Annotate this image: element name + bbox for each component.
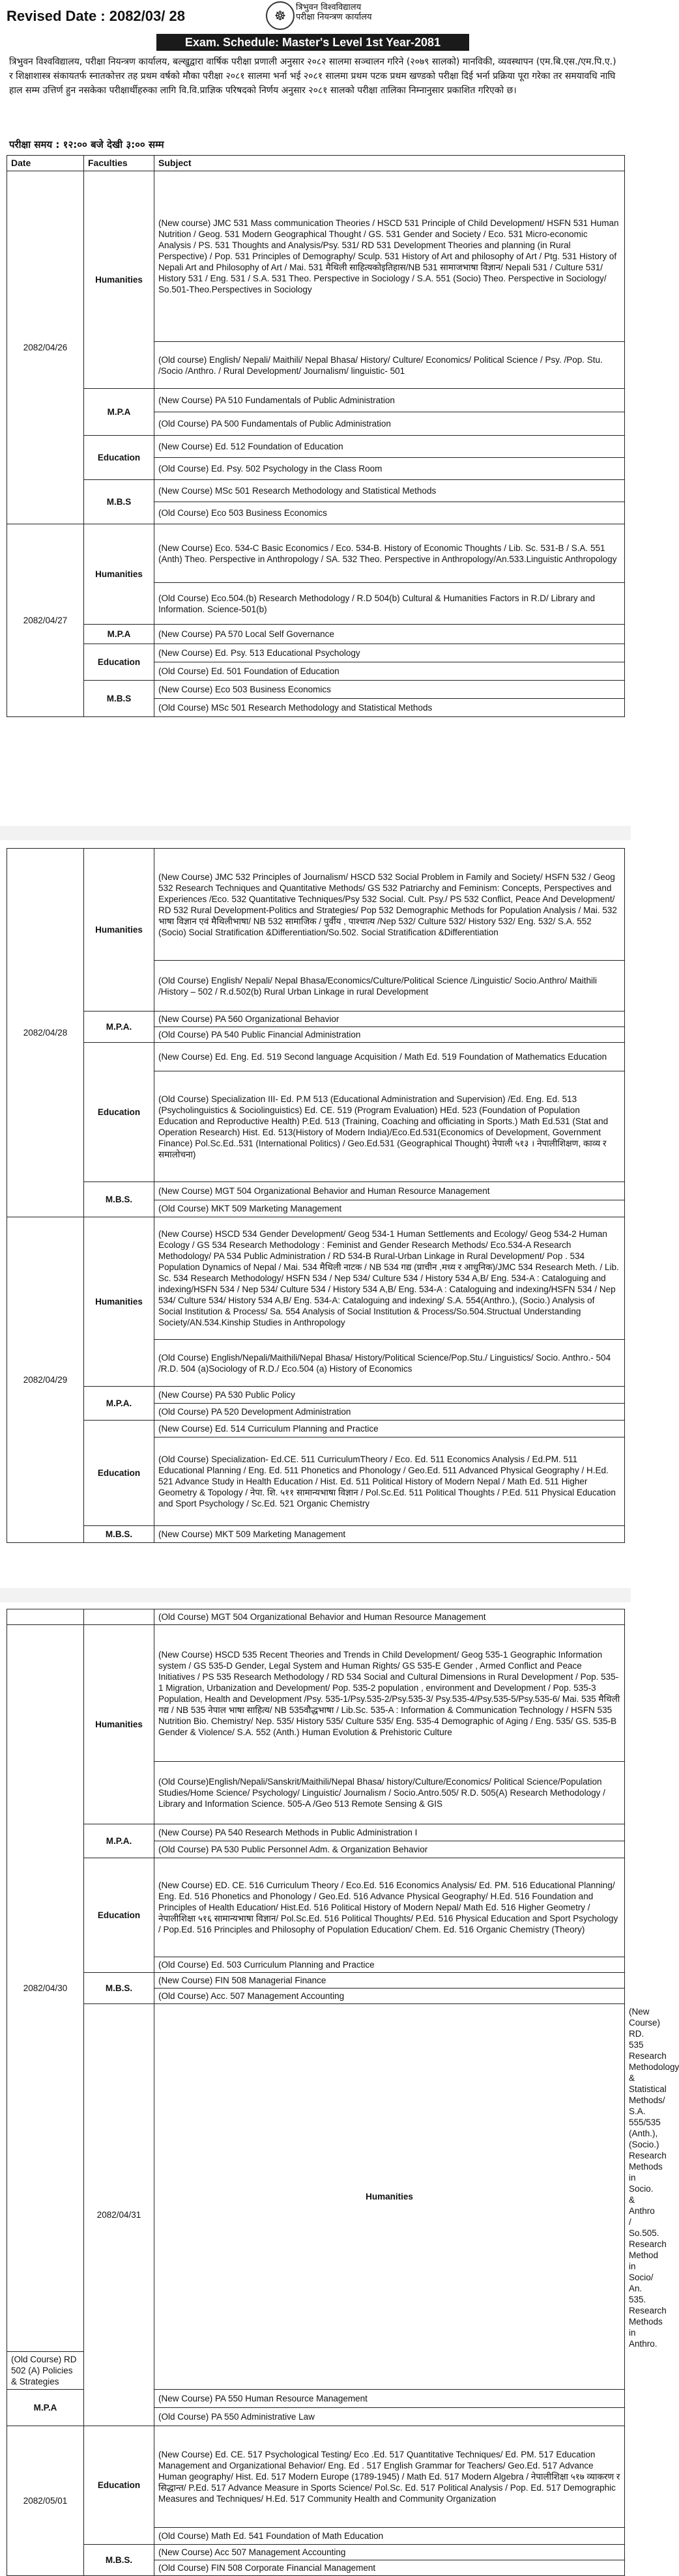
- university-logo-icon: ☸: [266, 1, 295, 30]
- subject-cell: (New Course) Ed. CE. 517 Psychological Testing/ Eco .Ed. 517 Quantitative Techniques/ Ed. PM. 517 Education Management and Organizational Behavior/ Eng. Ed . 517 English Grammar for Teachers/ Geo.Ed. 517 Advance Human geography/ Hist. Ed. 517 Modern Europe (1789-1945) / Math Ed. 517 Modern Algebra / नेपालीशिक्षा ५१७ व्याकरण र सिद्धान्त/ P.Ed. 517 Advance Measure in Sports Science/ Pol.Sc. Ed. 517 Political Analysis / Pop. Ed. 517 Demographic Measures and Techniques/ H.Ed. 517 Community Health and Community Organization: [154, 2426, 625, 2528]
- subject-cell: (Old Course)English/Nepali/Sanskrit/Maithili/Nepal Bhasa/ history/Culture/Economics/ Political Science/Population Studies/Home Science/ Psychology/ Linguistic/ Journalism / Socio.Antro.505/ R.D. 505(A) Research Methodology / Library and Information Science. 505-A /Geo 513 Remote Sensing & GIS: [154, 1762, 625, 1824]
- faculty-cell: M.B.S: [84, 480, 154, 524]
- subject-cell: (Old Course) MGT 504 Organizational Behavior and Human Resource Management: [154, 1609, 625, 1625]
- page-gap: [0, 826, 631, 840]
- faculty-cell: M.P.A.: [84, 1824, 154, 1858]
- subject-cell: (Old Course) English/ Nepali/ Nepal Bhasa/Economics/Culture/Political Science /Linguistic/ Socio.Anthro/ Maithili /History – 502 / R.d.502(b) Rural Urban Linkage in rural Development: [154, 961, 625, 1012]
- subject-cell: (New Course) PA 530 Public Policy: [154, 1387, 625, 1404]
- subject-cell: (Old Course) Eco.504.(b) Research Methodology / R.D 504(b) Cultural & Humanities Factors in R.D/ Library and Information. Science-501(b): [154, 583, 625, 625]
- subject-cell: (Old Course) Ed. Psy. 502 Psychology in the Class Room: [154, 458, 625, 480]
- faculty-cell: M.P.A: [84, 389, 154, 436]
- subject-cell: (Old course) English/ Nepali/ Maithili/ Nepal Bhasa/ History/ Culture/ Economics/ Political Science / Psy. /Pop. Stu. /Socio /Anthro. / Rural Development/ Journalism/ linguistic- 501: [154, 342, 625, 389]
- subject-cell: (New Course) Ed. Psy. 513 Educational Psychology: [154, 644, 625, 662]
- faculty-cell: Education: [84, 436, 154, 480]
- subject-cell: (New Course) PA 560 Organizational Behavior: [154, 1012, 625, 1027]
- subject-cell: (Old Course) Ed. 503 Curriculum Planning and Practice: [154, 1957, 625, 1973]
- subject-cell: (New Course) Ed. 514 Curriculum Planning and Practice: [154, 1421, 625, 1437]
- subject-cell: (Old Course) Math Ed. 541 Foundation of Math Education: [154, 2528, 625, 2545]
- faculty-cell: Humanities: [84, 849, 154, 1012]
- date-cell: 2082/04/31: [84, 2004, 154, 2426]
- subject-cell: (Old Course) Specialization III- Ed. P.M 513 (Educational Administration and Supervision) /Ed. Eng. Ed. 513 (Psycholinguistics & Sociolinguistics) Ed. CE. 519 (Program Evaluation) HEd. 523 (Foundation of Population Education and Reproductive Health) P.Ed. 513 (Training, Coaching and officiating in Sports.) Math Ed.531 (Stat and Operation Research) Hist. Ed. 513(History of Modern India)/Eco.Ed.531(Economics of Development, Government Finance) Pol.Sc.Ed..531 (International Politics) / Geo.Ed.531 (Geographical Thought) नेपाली ५१३ । नेपालीशिक्षण, काव्य र समालोचना): [154, 1071, 625, 1182]
- subject-cell: (New Course) FIN 508 Managerial Finance: [154, 1973, 625, 1989]
- table-header-row: [7, 156, 625, 171]
- date-header: Date: [7, 156, 84, 171]
- subject-header: Subject: [154, 156, 625, 171]
- subject-cell: (New Course) MKT 509 Marketing Management: [154, 1526, 625, 1543]
- faculty-cell: Humanities: [154, 2004, 625, 2390]
- schedule-page-1: [0, 0, 631, 826]
- faculty-cell: M.B.S.: [84, 1182, 154, 1217]
- date-cell: [7, 1609, 84, 1625]
- subject-cell: (Old Course) Ed. 501 Foundation of Education: [154, 662, 625, 681]
- subject-cell: (New Course) HSCD 534 Gender Development/ Geog 534-1 Human Settlements and Ecology/ Geog 534-2 Human Ecology / GS 534 Research Methodology : Feminist and Gender Research Methods/ Eco.534-A Research Methodology/ PA 534 Public Administration / RD 534-B Rural-Urban Linkage in Rural Development/ Pop . 534 Population Dynamics of Nepal / Mai. 534 मैथिली नाटक / NB 534 गद्य (प्राचीन ,मध्य र आधुनिक)/JMC 534 Research Meth. / Lib. Sc. 534 Research Methodology/ HSFN 534 / Nep 534/ Culture 534 / History 534 A,B/ Eng. 534-A : Cataloguing and indexing/HSFN 534 / Nep 534/ Culture 534 / History 534 A,B/ Eng. 534-A : Cataloguing and indexing/HSFN 534 / Nep 534/ Culture 534/ History 534 A,B/ Eng. 534-A: Cataloguing and indexing/ S.A. 554(Anthro.), (Socio.) Analysis of Social Institution & Process/ Sa. 554 Analysis of Social Institution & Process/So.504.Structual Understanding Society/AN.534.Kinship Studies in Anthropology: [154, 1217, 625, 1340]
- subject-cell: (New Course) PA 540 Research Methods in Public Administration I: [154, 1824, 625, 1841]
- schedule-page-2: [0, 840, 631, 1588]
- subject-cell: (Old Course) MSc 501 Research Methodology and Statistical Methods: [154, 699, 625, 717]
- faculty-cell: M.P.A: [84, 625, 154, 644]
- subject-cell: (New Course) MSc 501 Research Methodology and Statistical Methods: [154, 480, 625, 502]
- page-header: [0, 0, 631, 33]
- faculty-cell: M.P.A: [7, 2390, 84, 2426]
- exam-time: परीक्षा समय : १२:०० बजे देखी ३:०० सम्म: [9, 139, 164, 150]
- subject-cell: (New Course) Ed. Eng. Ed. 519 Second language Acquisition / Math Ed. 519 Foundation of Mathematics Education: [154, 1043, 625, 1071]
- faculty-cell: Education: [84, 1043, 154, 1182]
- faculty-cell: Humanities: [84, 1625, 154, 1824]
- subject-cell: (Old Course) PA 500 Fundamentals of Public Administration: [154, 412, 625, 436]
- faculty-cell: Education: [84, 1421, 154, 1526]
- faculty-cell: M.B.S.: [84, 1973, 154, 2004]
- subject-cell: (New Course) Eco 503 Business Economics: [154, 681, 625, 699]
- schedule-table-2: [7, 848, 625, 1543]
- subject-cell: (Old Course) RD 502 (A) Policies & Strategies: [7, 2352, 84, 2390]
- subject-cell: (Old Course) PA 550 Administrative Law: [154, 2408, 625, 2426]
- subject-cell: (Old Course) Eco 503 Business Economics: [154, 502, 625, 524]
- subject-cell: (New Course) ED. CE. 516 Curriculum Theory / Eco.Ed. 516 Economics Analysis/ Ed. PM. 516 Educational Planning/ Eng. Ed. 516 Phonetics and Phonology / Geo.Ed. 516 Advance Physical Geography/ H.Ed. 516 Foundation and Principles of Health Education/ Hist.Ed. 516 Political History of Modern Nepal/ Math Ed. 516 Higher Geometry / नेपालीशिक्षा ५१६ सामान्यभाषा विज्ञान/ Pol.Sc.Ed. 516 Political Thoughts/ P.Ed. 516 Physical Education and Sport Psychology / Pop.Ed. 516 Principles and Philosophy of Population Education/ Chem. Ed. 516 Organic Chemistry (Theory): [154, 1858, 625, 1957]
- subject-cell: (New Course) JMC 532 Principles of Journalism/ HSCD 532 Social Problem in Family and Society/ HSFN 532 / Geog 532 Research Techniques and Quantitative Methods/ GS 532 Patriarchy and Feminism: Concepts, Perspectives and Experiences /Eco. 532 Quantitative Techniques/Psy 532 Social. Cult. Psy./ PS 532 Conflict, Peace And Development/ RD 532 Rural Development-Politics and Strategies/ Pop 532 Demographic Methods for Population Analysis / Mai. 532 भाषा विज्ञान एवं मैथिलीभाषा/ NB 532 सामाजिक / पुर्वीय , पाश्चात्य /Nep 532/ Culture 532/ History 532/ Eng. 532/ S.A. 552 (Socio) Social Stratification &Differentiation/So.502. Social Stratification &Differentiation: [154, 849, 625, 961]
- subject-cell: (New Course) MGT 504 Organizational Behavior and Human Resource Management: [154, 1182, 625, 1200]
- faculty-cell: M.B.S: [84, 681, 154, 717]
- faculty-cell: [84, 1609, 154, 1625]
- date-cell: 2082/04/28: [7, 849, 84, 1217]
- subject-cell: (New Course) PA 550 Human Resource Management: [154, 2390, 625, 2408]
- date-cell: 2082/04/29: [7, 1217, 84, 1543]
- date-cell: 2082/05/01: [7, 2426, 84, 2576]
- faculty-cell: M.P.A.: [84, 1012, 154, 1043]
- schedule-table-3: (Old Course) MGT 504 Organizational Behavior and Human Resource Management 2082/04/30 Humanities (New Course) HSCD 535 Recent Theories and Trends in Child Development/ Geog 535-1 Geographic Information system / GS 535-D Gender, Legal System and Human Rights/ GS 535-E Gender , Armed Conflict and Peace Initiatives / PS 535 Research Methodology / RD 534 Social and Cultural Dimensions in Rural Development / Pop. 535-1 Migration, Urbanization and Development/ Pop. 535-2 population , environment and Development / Pop. 535-3 Population, Health and Development /Psy. 535-1/Psy.535-2/Psy.535-3/ Psy.535-4/Psy.535-5/Psy.535-6/ Mai. 535 मैथिली गद्य / NB 535 नेपाल भाषा साहित्य/ NB 535वौद्धभाषा / Lib.Sc. 535-A : Information & Communication Technology / HSFN 535 Nutrition Bio. Chemistry/ Nep. 535/ History 535/ Culture 535/ Eng. 535-4 Demographic of Aging / Eng. 535/ GS. 535-B Gender & Violence/ S.A. 552 (Anth.) Human Evolution & Prehistoric Culture (Old Course)English/Nepali/Sanskrit/Maithili/Nepal Bhasa/ history/Culture/Economics/ Political Science/Population Studies/Home Science/ Psychology/ Linguistic/ Journalism / Socio.Antro.505/ R.D. 505(A) Research Methodology / Library and Information Science. 505-A /Geo 513 Remote Sensing & GIS M.P.A. (New Course) PA 540 Research Methods in Public Administration I (Old Course) PA 530 Public Personnel Adm. & Organization Behavior Education (New Course) ED. CE. 516 Curriculum Theory / Eco.Ed. 516 Economics Analysis/ Ed. PM. 516 Educational Planning/ Eng. Ed. 516 Phonetics and Phonology / Geo.Ed. 516 Advance Physical Geography/ H.Ed. 516 Foundation and Principles of Health Education/ Hist.Ed. 516 Political History of Modern Nepal/ Math Ed. 516 Higher Geometry / नेपालीशिक्षा ५१६ सामान्यभाषा विज्ञान/ Pol.Sc.Ed. 516 Political Thoughts/ P.Ed. 516 Physical Education and Sport Psychology / Pop.Ed. 516 Principles and Philosophy of Population Education/ Chem. Ed. 516 Organic Chemistry (Theory) (Old Course) Ed. 503 Curriculum Planning and Practice M.B.S. (New Course) FIN 508 Managerial Finance (Old Course) Acc. 507 Management Accounting 2082/04/31 Humanities (New Course) RD. 535 Research Methodology & Statistical Methods/ S.A. 555/535 (Anth.), (Socio.) Research Methods in Socio. & Anthro / So.505. Research Method in Socio/ An. 535. Research Methods in Anthro. (Old Course) RD 502 (A) Policies & Strategies M.P.A (New Course) PA 550 Human Resource Management (Old Course) PA 550 Administrative Law 2082/05/01 Education (New Course) Ed. CE. 517 Psychological Testing/ Eco .Ed. 517 Quantitative Techniques/ Ed. PM. 517 Education Management and Organizational Behavior/ Eng. Ed . 517 English Grammar for Teachers/ Geo.Ed. 517 Advance Human geography/ Hist. Ed. 517 Modern Europe (1789-1945) / Math Ed. 517 Modern Algebra / नेपालीशिक्षा ५१७ व्याकरण र सिद्धान्त/ P.Ed. 517 Advance Measure in Sports Science/ Pol.Sc. Ed. 517 Political Analysis / Pop. Ed. 517 Demographic Measures and Techniques/ H.Ed. 517 Community Health and Community Organization (Old Course) Math Ed. 541 Foundation of Math Education M.B.S. (New Course) Acc 507 Management Accounting (Old Course) FIN 508 Corporate Financial Management: [7, 1609, 625, 2576]
- faculty-cell: M.P.A.: [84, 1387, 154, 1421]
- faculty-cell: Humanities: [84, 524, 154, 625]
- intro-paragraph: त्रिभुवन विश्वविद्यालय, परीक्षा नियन्त्रण कार्यालय, बल्खुद्वारा वार्षिक परीक्षा प्रणाली अनुसार २०८२ सालमा सञ्चालन गरिने (२०७९ सालको) मानविकी, व्यवस्थापन (एम.बि.एस./एम.पि.ए.) र शिक्षाशास्त्र संकायतर्फ स्नातकोत्तर तह प्रथम वर्षको मौका परीक्षा २०८१ सालमा भर्ना भई २०८१ सालमा प्रथम पटक प्रथम खण्डको परीक्षा दिई भर्ना प्रक्रिया पूरा गरेका तर समयावधि नाघि हाल सम्म उत्तिर्ण हुन नसकेका परीक्षार्थीहरुका लागि वि.वि.प्राज्ञिक परिषदको निर्णय अनुसार २०८१ सालको परीक्षा तालिका निम्नानुसार प्रकाशित गरिएको छ।: [9, 57, 616, 96]
- revised-date: Revised Date : 2082/03/ 28: [7, 8, 185, 24]
- date-cell: 2082/04/26: [7, 171, 84, 524]
- subject-cell: (Old Course) PA 540 Public Financial Administration: [154, 1027, 625, 1043]
- page-gap: [0, 1588, 631, 1602]
- faculty-cell: Education: [84, 644, 154, 681]
- subject-cell: (Old Course) English/Nepali/Maithili/Nepal Bhasa/ History/Political Science/Pop.Stu./ Linguistics/ Socio. Anthro.- 504 /R.D. 504 (a)Sociology of R.D./ Eco.504 (a) History of Economics: [154, 1340, 625, 1387]
- faculty-cell: Humanities: [84, 1217, 154, 1387]
- schedule-table-1: [7, 155, 625, 717]
- subject-cell: (Old Course) FIN 508 Corporate Financial Management: [154, 2560, 625, 2576]
- subject-cell: (New Course) Eco. 534-C Basic Economics / Eco. 534-B. History of Economic Thoughts / Lib. Sc. 531-B / S.A. 551 (Anth) Theo. Perspective in Anthropology / SA. 532 Theo. Perspective in Anthropology/An.533.Linguistic Anthropology: [154, 524, 625, 583]
- subject-cell: (Old Course) Specialization- Ed.CE. 511 CurriculumTheory / Eco. Ed. 511 Economics Analysis / Ed.PM. 511 Educational Planning / Eng. Ed. 511 Phonetics and Phonology / Geo.Ed. 511 Advanced Physical Geography / H.Ed. 521 Advance Study in Health Education / Hist. Ed. 511 Political History of Modern Nepal / Math Ed. 511 Higher Geometry & Topology / नेपा. शि. ५११ सामान्यभाषा विज्ञान / Pol.Sc.Ed. 511 Political Thoughts / P.Ed. 511 Physical Education and Sport Psychology / Sc.Ed. 521 Organic Chemistry: [154, 1437, 625, 1526]
- faculty-cell: Education: [84, 2426, 154, 2545]
- faculty-cell: M.B.S.: [84, 2545, 154, 2576]
- schedule-page-3: [0, 1602, 679, 2573]
- date-cell: 2082/04/27: [7, 524, 84, 717]
- faculty-cell: Education: [84, 1858, 154, 1973]
- subject-cell: (Old Course) PA 520 Development Administration: [154, 1404, 625, 1421]
- subject-cell: (New Course) PA 510 Fundamentals of Public Administration: [154, 389, 625, 412]
- subject-cell: (Old Course) PA 530 Public Personnel Adm. & Organization Behavior: [154, 1841, 625, 1858]
- subject-cell: (Old Course) MKT 509 Marketing Management: [154, 1200, 625, 1217]
- faculty-cell: M.B.S.: [84, 1526, 154, 1543]
- subject-cell: (New Course) Acc 507 Management Accounting: [154, 2545, 625, 2560]
- subject-cell: (New Course) HSCD 535 Recent Theories and Trends in Child Development/ Geog 535-1 Geographic Information system / GS 535-D Gender, Legal System and Human Rights/ GS 535-E Gender , Armed Conflict and Peace Initiatives / PS 535 Research Methodology / RD 534 Social and Cultural Dimensions in Rural Development / Pop. 535-1 Migration, Urbanization and Development/ Pop. 535-2 population , environment and Development / Pop. 535-3 Population, Health and Development /Psy. 535-1/Psy.535-2/Psy.535-3/ Psy.535-4/Psy.535-5/Psy.535-6/ Mai. 535 मैथिली गद्य / NB 535 नेपाल भाषा साहित्य/ NB 535वौद्धभाषा / Lib.Sc. 535-A : Information & Communication Technology / HSFN 535 Nutrition Bio. Chemistry/ Nep. 535/ History 535/ Culture 535/ Eng. 535-4 Demographic of Aging / Eng. 535/ GS. 535-B Gender & Violence/ S.A. 552 (Anth.) Human Evolution & Prehistoric Culture: [154, 1625, 625, 1762]
- subject-cell: (New Course) PA 570 Local Self Governance: [154, 625, 625, 644]
- date-cell: 2082/04/30: [7, 1625, 84, 2352]
- subject-cell: (Old Course) Acc. 507 Management Accounting: [154, 1989, 625, 2004]
- subject-cell: (New course) JMC 531 Mass communication Theories / HSCD 531 Principle of Child Development/ HSFN 531 Human Nutrition / Geog. 531 Modern Geographical Thought / GS. 531 Gender and Society / Eco. 531 Micro-economic Analysis / PS. 531 Thoughts and Analysis/Psy. 531/ RD 531 Development Theories and planning (in Rural Perspective) / Pop. 531 Principles of Demography/ Sculp. 531 History of Art and philosophy of Art / Ptg. 531 History of Nepali Art and Philosophy of Art / Mai. 531 मैथिली साहित्यकोइतिहास/NB 531 सामाजभाषा विज्ञान/ Nepali 531 / Culture 531/ History 531 / Eng. 531 / S.A. 531 Theo. Perspective in Sociology / S.A. 551 (Socio) Theo. Perspective in Sociology/ So.501-Theo.Perspectives in Sociology: [154, 171, 625, 342]
- exam-schedule-banner: Exam. Schedule: Master's Level 1st Year-2081: [156, 34, 469, 51]
- university-name: त्रिभुवन विश्वविद्यालय परीक्षा नियन्त्रण कार्यालय: [296, 3, 372, 22]
- subject-cell: (New Course) Ed. 512 Foundation of Education: [154, 436, 625, 458]
- faculties-header: Faculties: [84, 156, 154, 171]
- faculty-cell: Humanities: [84, 171, 154, 389]
